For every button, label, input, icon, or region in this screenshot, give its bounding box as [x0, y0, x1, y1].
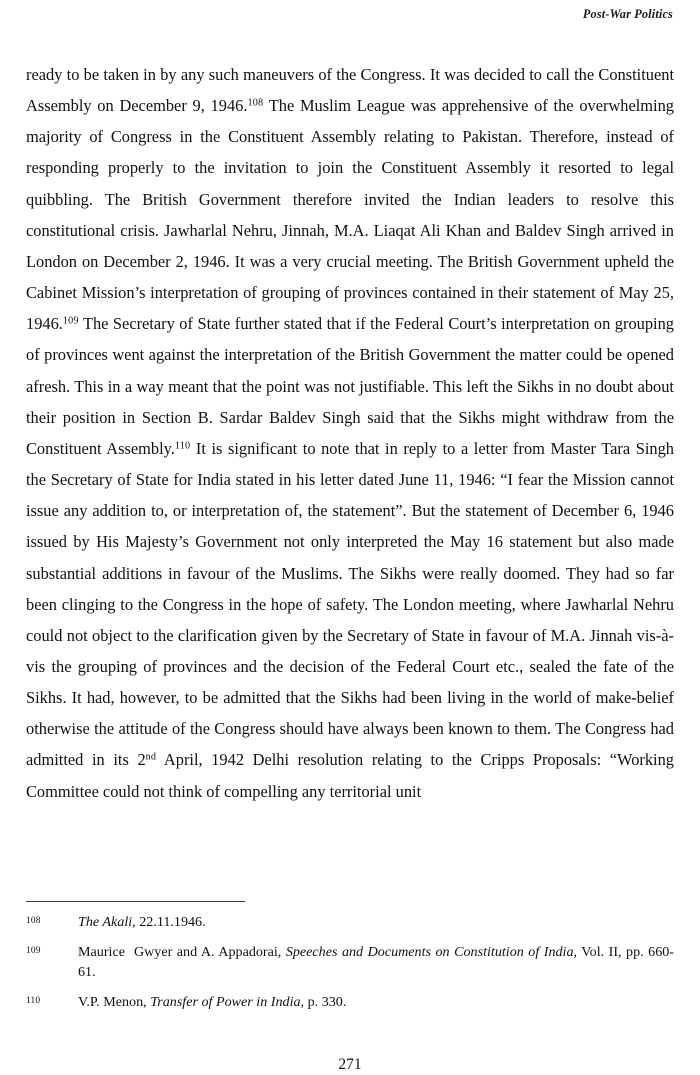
body-text-block [26, 59, 674, 807]
footnote-separator-rule [26, 901, 245, 902]
footnote-text: The Akali, 22.11.1946. [78, 914, 206, 930]
footnotes-section [26, 912, 674, 1012]
running-header: Post-War Politics [582, 7, 673, 21]
footnote-item [26, 992, 674, 1013]
footnote-number: 108 [26, 916, 41, 926]
page-number: 271 [338, 1056, 362, 1073]
footnote-number: 110 [26, 995, 41, 1006]
footnote-number: 109 [26, 945, 41, 956]
footnote-item [26, 912, 674, 933]
footnote-item [26, 942, 674, 983]
footnote-text: V.P. Menon, Transfer of Power in India, p. 330. [78, 993, 347, 1010]
footnote-text: Maurice Gwyer and A. Appadorai, Speeches and Documents on Constitution of India, Vol. II, pp. 660-61. [78, 943, 674, 980]
body-paragraph: ready to be taken in by any such maneuvers of the Congress. It was decided to call the Constituent Assembly on December 9, 1946.$^{108}$ The Muslim League was apprehensive of the overwhelming majority of Congress in the Constituent Assembly relating to Pakistan. Therefore, instead of responding properly to the invitation to join the Constituent Assembly it resorted to legal quibbling. The British Government therefore invited the Indian leaders to resolve this constitutional crisis. Jawharlal Nehru, Jinnah, M.A. Liaqat Ali Khan and Baldev Singh arrived in London on December 2, 1946. It was a very crucial meeting. The British Government upheld the Cabinet Mission’s interpretation of grouping of provinces contained in their statement of May 25, 1946.$^{109}$ The Secretary of State further stated that if the Federal Court’s interpretation on grouping of provinces went against the interpretation of the British Government the matter could be opened afresh. This in a way meant that the point was not justifiable. This left the Sikhs in no doubt about their position in Section B. Sardar Baldev Singh said that the Sikhs might withdraw from the Constituent Assembly.$^{110}$ It is significant to note that in reply to a letter from Master Tara Singh the Secretary of State for India stated in his letter dated June 11, 1946: “I fear the Mission cannot issue any addition to, or interpretation of, the statement”. But the statement of December 6, 1946 issued by His Majesty’s Government not only interpreted the May 16 statement but also made substantial additions in favour of the Muslims. The Sikhs were really doomed. They had so far been clinging to the Congress in the hope of safety. The London meeting, where Jawharlal Nehru could not object to the clarification given by the Secretary of State in favour of M.A. Jinnah vis-à-vis the grouping of provinces and the decision of the Federal Court etc., sealed the fate of the Sikhs. It had, however, to be admitted that the Sikhs had been living in the world of make-belief otherwise the attitude of the Congress should have always been known to them. The Congress had admitted in its 2nd April, 1942 Delhi resolution relating to the Cripps Proposals: “Working Committee could not think of compelling any territorial unit [26, 65, 674, 801]
